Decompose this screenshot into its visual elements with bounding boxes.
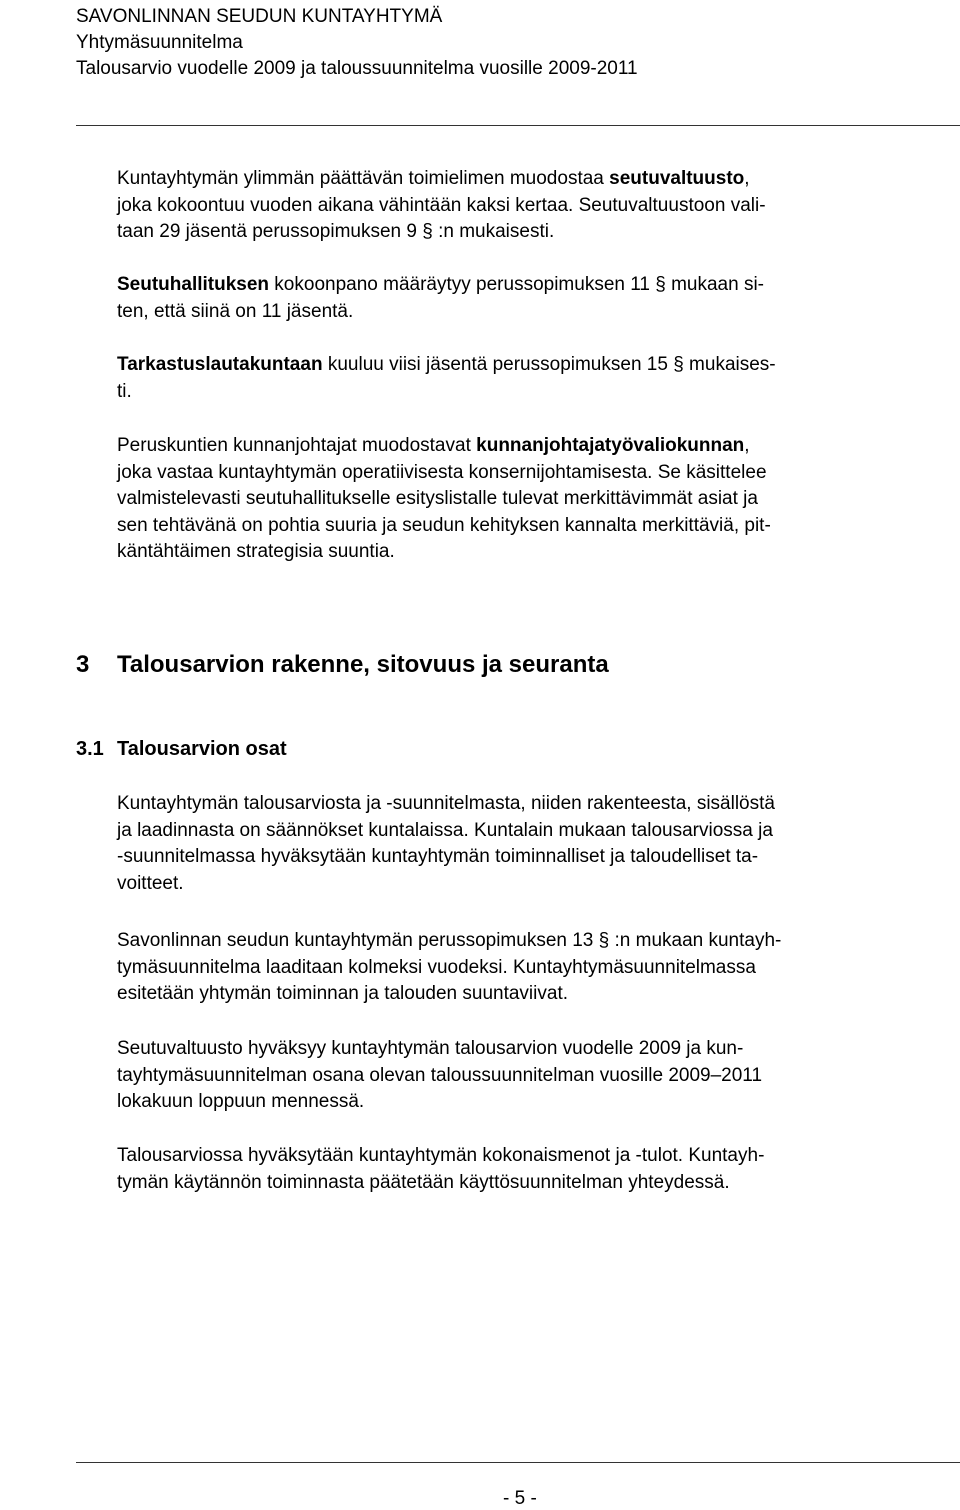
bold-term: seutuvaltuusto [609, 168, 745, 189]
section-heading [76, 651, 609, 679]
text-line: tayhtymäsuunnitelman osana olevan taloussuunnitelman vuosille 2009–2011 [117, 1064, 763, 1086]
paragraph-seutuhallitus [117, 272, 929, 325]
text-line: käntähtäimen strategisia suuntia. [117, 541, 395, 562]
text: kokoonpano määräytyy perussopimuksen 11 § mukaan si- [269, 274, 764, 295]
text-line: Savonlinnan seudun kuntayhtymän perussopimuksen 13 § :n mukaan kuntayh- [117, 930, 782, 951]
text-line: sen tehtävänä on pohtia suuria ja seudun kehityksen kannalta merkittäviä, pit- [117, 514, 771, 536]
text-line: tymän käytännön toiminnasta päätetään käyttösuunnitelman yhteydessä. [117, 1171, 730, 1193]
section-number: 3 [76, 651, 90, 678]
footer-divider [76, 1462, 960, 1463]
paragraph-kokonaismenot [117, 1143, 929, 1196]
subsection-number: 3.1 [76, 738, 104, 760]
paragraph-hyvaksyminen [117, 1036, 929, 1116]
paragraph-seutuvaltuusto [117, 166, 929, 246]
subsection-title: Talousarvion osat [117, 738, 287, 760]
text-line: lokakuun loppuun mennessä. [117, 1091, 365, 1112]
text-line: joka vastaa kuntayhtymän operatiivisesta konsernijohtamisesta. Se käsittelee [117, 461, 767, 483]
page-number: - 5 - [503, 1488, 537, 1509]
text-line: voitteet. [117, 872, 184, 894]
text-line: ti. [117, 380, 132, 402]
paragraph-kunnanjohtajatyovaliokunta [117, 433, 929, 566]
document-title: Talousarvio vuodelle 2009 ja taloussuunnitelma vuosille 2009-2011 [76, 58, 638, 79]
paragraph-talousarvio-saannokset [117, 791, 929, 897]
organization-name: SAVONLINNAN SEUDUN KUNTAYHTYMÄ [76, 6, 443, 27]
text-line: Talousarviossa hyväksytään kuntayhtymän kokonaismenot ja -tulot. Kuntayh- [117, 1145, 765, 1166]
text: kuuluu viisi jäsentä perussopimuksen 15 § mukaises- [322, 354, 776, 375]
bold-term: Seutuhallituksen [117, 274, 270, 295]
bold-term: kunnanjohtajatyövaliokunnan [476, 435, 745, 456]
text: Peruskuntien kunnanjohtajat muodostavat [117, 435, 477, 456]
bold-term: Tarkastuslautakuntaan [117, 354, 323, 375]
text-line: taan 29 jäsentä perussopimuksen 9 § :n mukaisesti. [117, 221, 555, 242]
text-line: esitetään yhtymän toiminnan ja talouden suuntaviivat. [117, 983, 568, 1004]
text: , [744, 168, 750, 189]
text-line: ja laadinnasta on säännökset kuntalaissa. Kuntalain mukaan talousarviossa ja [117, 819, 773, 841]
text-line: Kuntayhtymän talousarviosta ja -suunnitelmasta, niiden rakenteesta, sisällöstä [117, 793, 775, 814]
document-type: Yhtymäsuunnitelma [76, 32, 243, 53]
text: , [744, 435, 750, 456]
header-divider [76, 125, 960, 126]
paragraph-perussopimus [117, 928, 929, 1008]
subsection-heading [76, 738, 287, 761]
section-title: Talousarvion rakenne, sitovuus ja seuranta [117, 651, 609, 678]
text: Kuntayhtymän ylimmän päättävän toimielimen muodostaa [117, 168, 610, 189]
text-line: -suunnitelmassa hyväksytään kuntayhtymän toiminnalliset ja taloudelliset ta- [117, 846, 759, 867]
text-line: Seutuvaltuusto hyväksyy kuntayhtymän talousarvion vuodelle 2009 ja kun- [117, 1038, 744, 1059]
text-line: valmistelevasti seutuhallitukselle esityslistalle tulevat merkittävimmät asiat ja [117, 488, 758, 509]
text-line: ten, että siinä on 11 jäsentä. [117, 300, 354, 322]
text-line: tymäsuunnitelma laaditaan kolmeksi vuodeksi. Kuntayhtymäsuunnitelmassa [117, 956, 756, 978]
page-header [76, 4, 638, 82]
paragraph-tarkastuslautakunta [117, 352, 929, 405]
text-line: joka kokoontuu vuoden aikana vähintään kaksi kertaa. Seutuvaltuustoon vali- [117, 194, 766, 216]
